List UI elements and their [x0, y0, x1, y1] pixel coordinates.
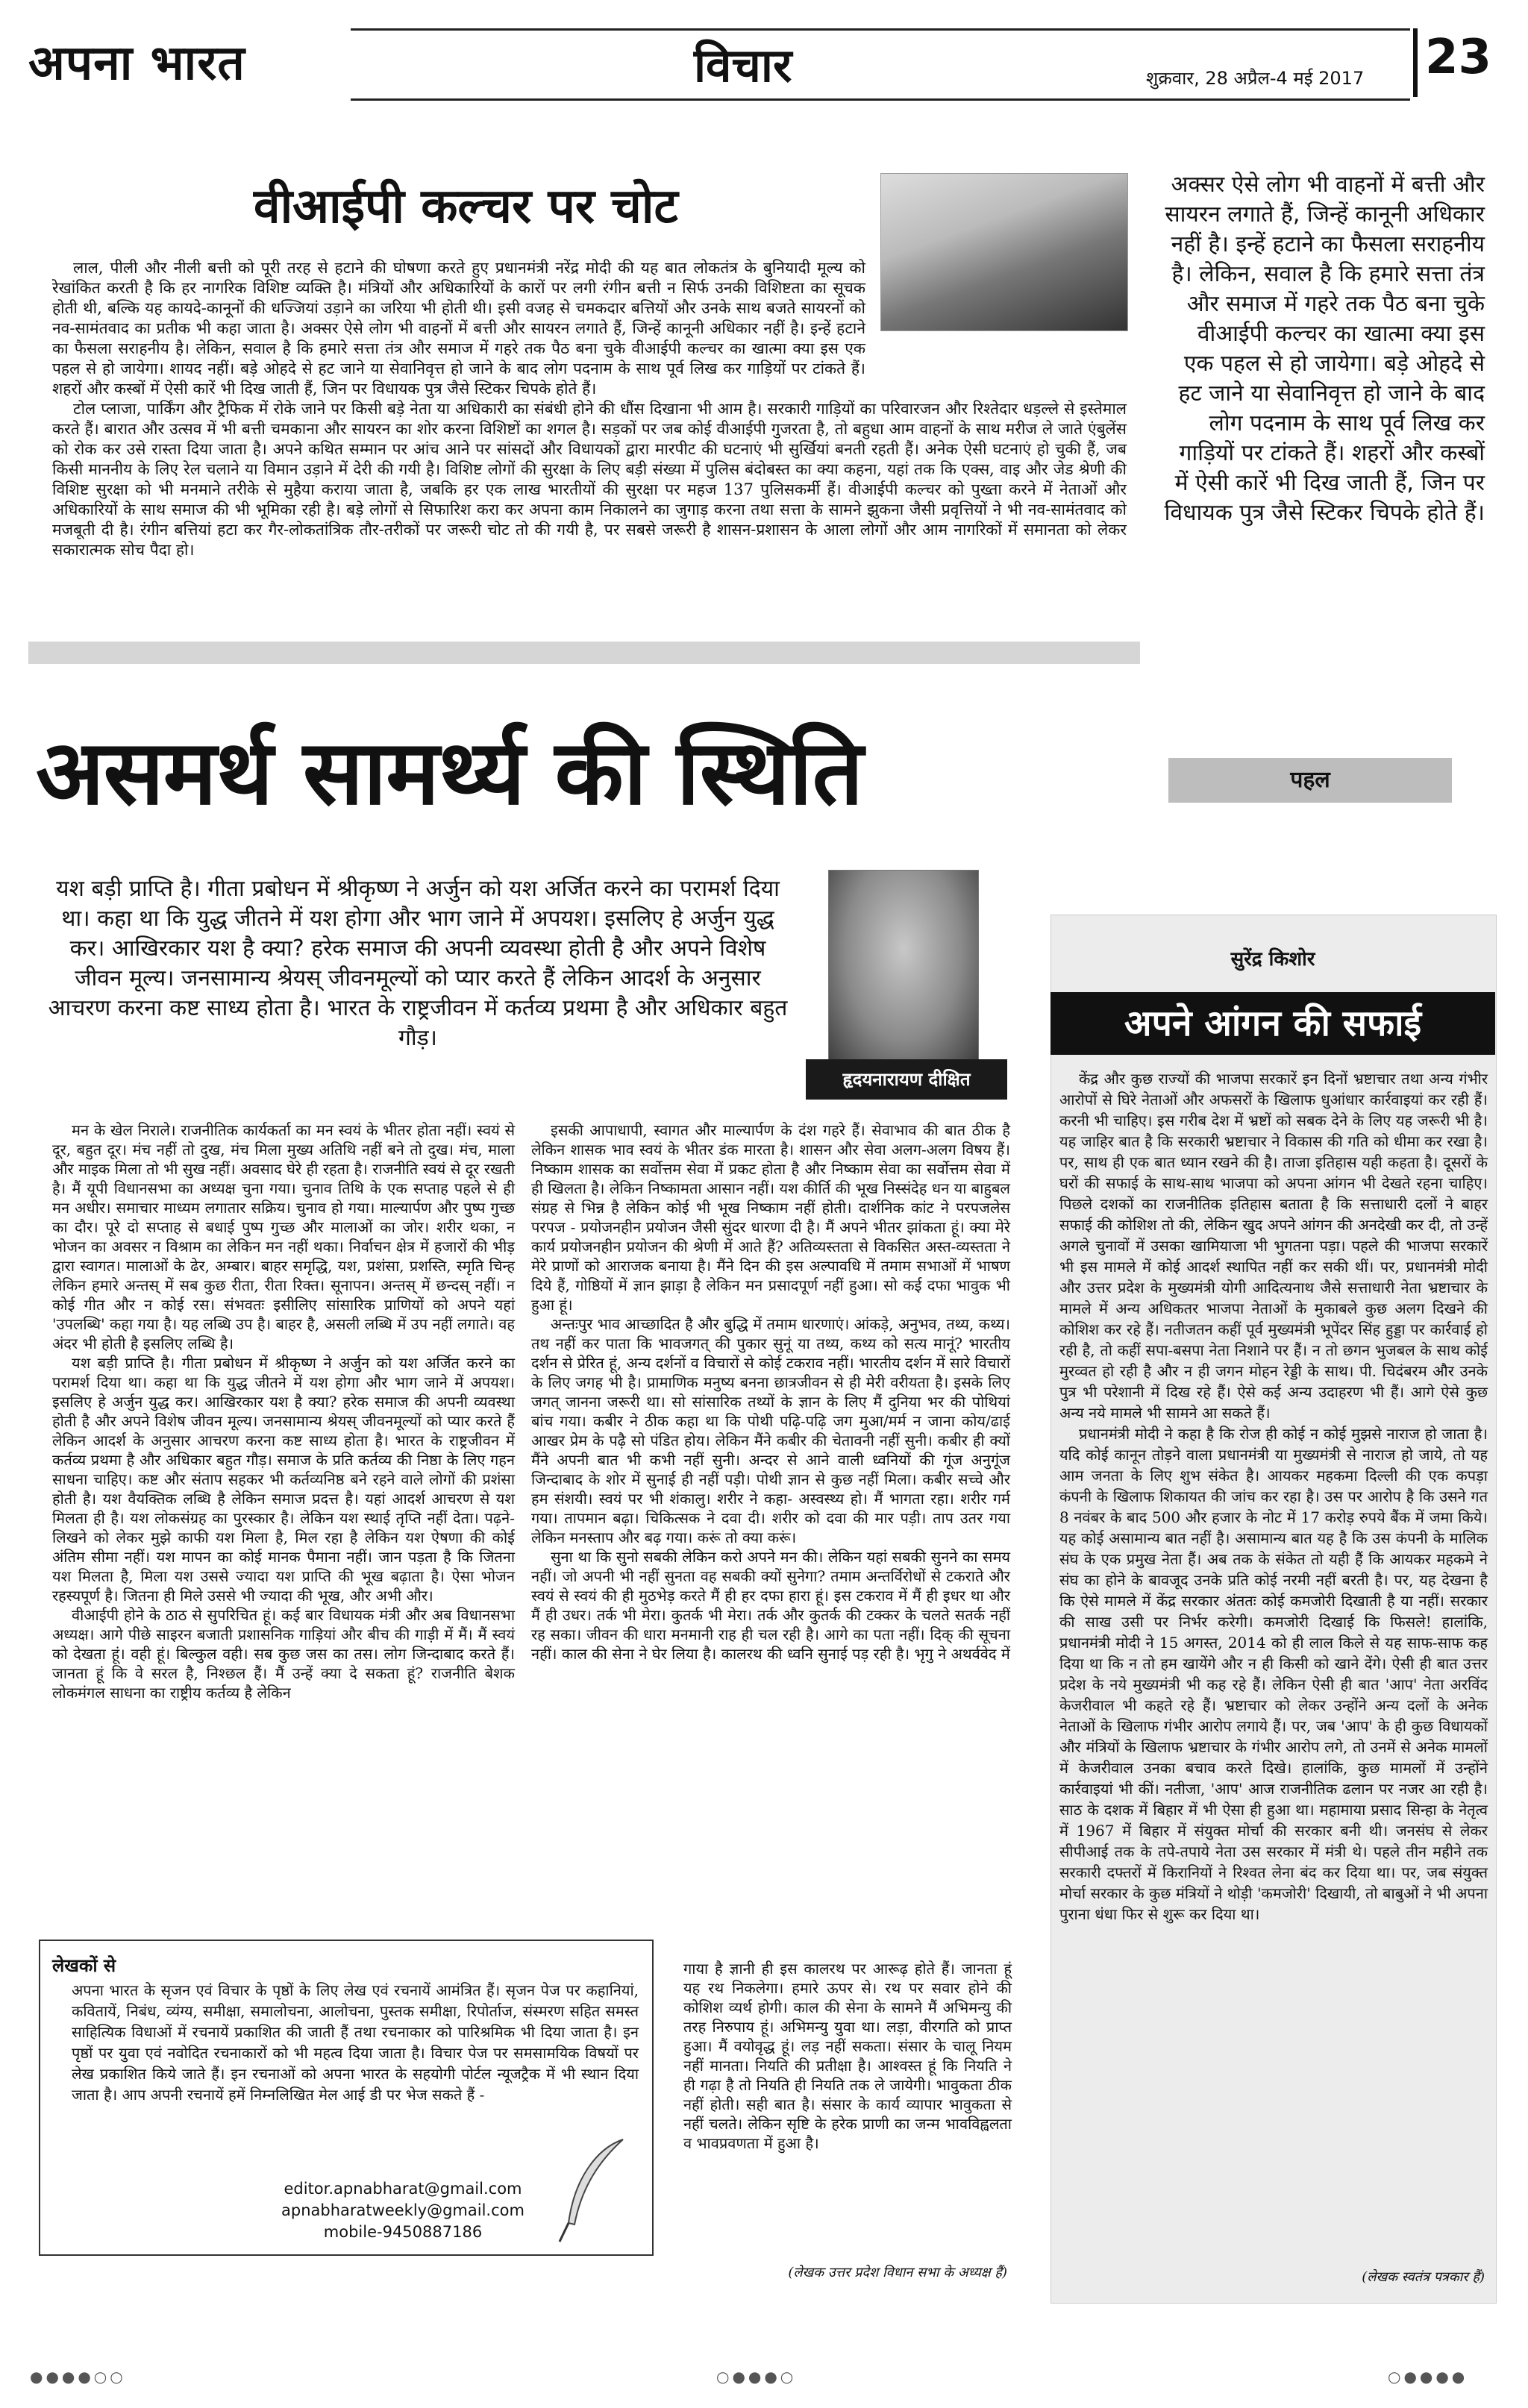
article2-column-2 [531, 1120, 1010, 1664]
section-separator-bar [28, 642, 1140, 664]
side-article-headline: अपने आंगन की सफाई [1050, 992, 1495, 1055]
email-link-weekly[interactable]: apnabharatweekly@gmail.com [281, 2201, 525, 2219]
call-for-writers-heading: लेखकों से [52, 1954, 116, 1976]
side-article-author: सुरेंद्र किशोर [1230, 948, 1315, 971]
footer-dots-left: ●●●●○○ [30, 2368, 126, 2386]
side-article-author-note: (लेखक स्वतंत्र पत्रकार हैं) [1362, 2269, 1485, 2285]
column-tag: पहल [1168, 758, 1452, 803]
author-photo [828, 870, 979, 1067]
footer-dots-right: ○●●●● [1388, 2368, 1468, 2386]
side-article-body [1059, 1068, 1488, 1925]
section-title: विचार [694, 38, 792, 93]
call-for-writers-text [72, 1980, 639, 2105]
contact-info [269, 2178, 537, 2243]
side-article-paragraph: प्रधानमंत्री मोदी ने कहा है कि रोज ही कोई न कोई मुझसे नाराज हो जाता है। यदि कोई कानून तोड़ने वाला प्रधानमंत्री या मुख्यमंत्री से नाराज हो जाये, तो यह आम जनता के लिए शुभ संकेत है। आयकर महकमा दिल्ली की एक कपड़ा कंपनी के खिलाफ शिकायत की जांच कर रहा है। उस पर आरोप है कि उसने गत 8 नवंबर के बाद 500 और हजार के नोट में 17 करोड़ रुपये बैंक में जमा किये। यह कोई असामान्य बात नहीं है। असामान्य बात यह है कि उस कंपनी के मालिक संघ के एक प्रमुख नेता हैं। अब तक के संकेत तो यही हैं कि आयकर महकमे ने संघ का होने के बावजूद उनके प्रति कोई नरमी नहीं बरती है। पर, यह देखना है कि ऐसे मामले में केंद्र सरकार अंततः कोई कमजोरी दिखाती है या नहीं। सरकार की साख उसी पर निर्भर करेगी। कमजोरी दिखाई कि फिसले! हालांकि, प्रधानमंत्री मोदी ने 15 अगस्त, 2014 को ही लाल किले से यह साफ-साफ कह दिया था कि न तो हम खायेंगे और न ही किसी को खाने देंगे। ऐसी ही बात उत्तर प्रदेश के नये मुख्यमंत्री भी कह रहे हैं। लेकिन ऐसी ही बात 'आप' नेता अरविंद केजरीवाल भी कहते रहे हैं। भ्रष्टाचार को लेकर उन्होंने अन्य दलों के अनेक नेताओं के खिलाफ गंभीर आरोप लगाये हैं। पर, जब 'आप' के ही कुछ विधायकों और मंत्रियों के खिलाफ भ्रष्टाचार के गंभीर आरोप लगे, तो उनमें से अनेक मामलों में केजरीवाल उनका बचाव करते दिखे। हालांकि, कुछ मामलों में उन्होंने कार्रवाइयां भी कीं। नतीजा, 'आप' आज राजनीतिक ढलान पर नजर आ रही है। साठ के दशक में बिहार में भी ऐसा ही हुआ था। महामाया प्रसाद सिन्हा के नेतृत्व में 1967 में बिहार में संयुक्त मोर्चा की सरकार बनी थी। जनसंघ से लेकर सीपीआई तक के तपे-तपाये नेता उस सरकार में मंत्री थे। पहले तीन महीने तक सरकारी दफ्तरों में किरानियों ने रिश्वत लेना बंद कर दिया था। पर, जब संयुक्त मोर्चा सरकार के कुछ मंत्रियों ने थोड़ी 'कमजोरी' दिखायी, तो बाबुओं ने भी अपना पुराना धंधा फिर से शुरू कर दिया था। [1059, 1425, 1488, 1923]
article2-paragraph: यश बड़ी प्राप्ति है। गीता प्रबोधन में श्रीकृष्ण ने अर्जुन को यश अर्जित करने का परामर्श दिया था। कहा था कि युद्ध जीतने में यश होगा और भाग जाने में अपयश। इसलिए हे अर्जुन युद्ध कर। आखिरकार यश है क्या? हरेक समाज की अपनी व्यवस्था होती है और अपने विशेष जीवन मूल्य। जनसामान्य श्रेयस् जीवनमूल्यों को प्यार करते हैं लेकिन आदर्श के अनुसार आचरण करना कष्ट साध्य होता है। भारत के राष्ट्रजीवन में कर्तव्य प्रथमा है और अधिकार बहुत गौड़। समाज के प्रति कर्तव्य की निष्ठा के लिए गहन साधना चाहिए। कष्ट और संताप सहकर भी कर्तव्यनिष्ठ बने रहने वाले लोगों की प्रशंसा होती है। यश वैयक्तिक लब्धि है लेकिन समाज प्रदत्त है। यहां आदर्श आचरण से यश मिलता ही है। यश लोकसंग्रह का पुरस्कार है। लेकिन यश स्थाई तृप्ति नहीं देता। पढ़ने-लिखने को लेकर मुझे काफी यश मिला है, मिल रहा है लेकिन यश ऐषणा की कोई अंतिम सीमा नहीं। यश मापन का कोई मानक पैमाना नहीं। जान पड़ता है कि जितना यश मिलता है, मिला यश उससे ज्यादा यश प्राप्ति की भूख बढ़ाता है। ऐसा भोजन रहस्यपूर्ण है। जितना ही मिले उससे भी ज्यादा की भूख, और अभी और। [52, 1354, 515, 1605]
article1-headline: वीआईपी कल्चर पर चोट [254, 179, 678, 234]
article1-body [52, 258, 1127, 560]
article2-paragraph: वीआईपी होने के ठाठ से सुपरिचित हूं। कई बार विधायक मंत्री और अब विधानसभा अध्यक्ष। आगे पीछे साइरन बजाती प्रशासनिक गाड़ियां और बीच की गाड़ी में मैं। मैं स्वयं को देखता हूं। वही हूं। बिल्कुल वही। सब कुछ जस का तस। लोग जिन्दाबाद करते हैं। जानता हूं कि वे सरल है, निश्छल हैं। मैं उन्हें क्या दे सकता हूं? राजनीति बेशक लोकमंगल साधना का राष्ट्रीय कर्तव्य है लेकिन [52, 1606, 515, 1702]
mobile-number: mobile-9450887186 [323, 2223, 483, 2241]
article2-author-note: (लेखक उत्तर प्रदेश विधान सभा के अध्यक्ष हैं) [788, 2265, 1007, 2280]
email-link-editor[interactable]: editor.apnabharat@gmail.com [284, 2180, 522, 2198]
page-number: 23 [1425, 30, 1492, 85]
header-rule-top [351, 28, 1410, 31]
article2-paragraph: अन्तःपुर भाव आच्छादित है और बुद्धि में तमाम धारणाएं। आंकड़े, अनुभव, तथ्य, कथ्य। तथ नहीं कर पाता कि भावजगत् की पुकार सुनूं या तथ्य, कथ्य को सत्य मानूं? भारतीय दर्शन से प्रेरित हूं, अन्य दर्शनों व विचारों से कोई टकराव नहीं। भारतीय दर्शन में सारे विचारों के लिए जगह भी है। प्रामाणिक मनुष्य बनना छात्रजीवन से ही मेरी वरीयता है। इसके लिए जगत् जानना जरूरी था। सो सांसारिक तथ्यों के ज्ञान के लिए मैं दुनिया भर की पोथियां बांच गया। कबीर ने ठीक कहा था कि पोथी पढ़ि-पढ़ि जग मुआ/मर्म न जाना कोय/ढाई आखर प्रेम के पढ़ै सो पंडित होय। लेकिन मैंने कबीर की चेतावनी नहीं सुनी। कबीर ही क्यों मैंने अपनी बात भी कभी नहीं सुनी। अन्दर से आने वाली ध्वनियों की गूंज अनुगूंज जिन्दाबाद के शोर में सुनाई ही नहीं पड़ी। पोथी ज्ञान से कुछ नहीं मिला। कबीर सच्चे और हम संशयी। स्वयं पर भी शंकालु। शरीर ने कहा- अस्वस्थ्य हो। मैं भागता रहा। शरीर गर्म गया। तापमान बढ़ा। चिकित्सक ने दवा दी। शरीर को दवा की मार पड़ी। ताप उतर गया लेकिन मनस्ताप और बढ़ गया। करूं तो क्या करूं। [531, 1315, 1010, 1546]
header-rule-bottom [351, 98, 1410, 101]
article2-column-1 [52, 1120, 515, 1702]
issue-date: शुक्रवार, 28 अप्रैल-4 मई 2017 [1146, 68, 1365, 89]
article2-intro: यश बड़ी प्राप्ति है। गीता प्रबोधन में श्रीकृष्ण ने अर्जुन को यश अर्जित करने का परामर्श दिया था। कहा था कि युद्ध जीतने में यश होगा और भाग जाने में अपयश। इसलिए हे अर्जुन युद्ध कर। आखिरकार यश है क्या? हरेक समाज की अपनी व्यवस्था होती है और अपने विशेष जीवन मूल्य। जनसामान्य श्रेयस् जीवनमूल्यों को प्यार करते हैं लेकिन आदर्श के अनुसार आचरण करना कष्ट साध्य होता है। भारत के राष्ट्रजीवन में कर्तव्य प्रथमा है और अधिकार बहुत गौड़। [48, 876, 788, 1051]
header-divider [1413, 28, 1418, 97]
quill-pen-icon [552, 2133, 634, 2245]
article1-pull-quote: अक्सर ऐसे लोग भी वाहनों में बत्ती और सायरन लगाते हैं, जिन्हें कानूनी अधिकार नहीं है। इन्हें हटाने का फैसला सराहनीय है। लेकिन, सवाल है कि हमारे सत्ता तंत्र और समाज में गहरे तक पैठ बना चुके वीआईपी कल्चर का खात्मा क्या इस एक पहल से हो जायेगा। बड़े ओहदे से हट जाने या सेवानिवृत्त हो जाने के बाद लोग पदनाम के साथ पूर्व लिख कर गाड़ियों पर टांकते हैं। शहरों और कस्बों में ऐसी कारें भी दिख जाती हैं, जिन पर विधायक पुत्र जैसे स्टिकर चिपके होते हैं। [1164, 172, 1485, 526]
article2-column-2-continued: गाया है ज्ञानी ही इस कालरथ पर आरूढ़ होते हैं। जानता हूं यह रथ निकलेगा। हमारे ऊपर से। रथ पर सवार होने की कोशिश व्यर्थ होगी। काल की सेना के सामने मैं अभिमन्यु की तरह निरुपाय हूं। अभिमन्यु युवा था। लड़ा, वीरगति को प्राप्त हुआ। मैं वयोवृद्ध हूं। लड़ नहीं सकता। संसार के चालू नियम नहीं मानता। नियति की प्रतीक्षा है। आश्वस्त हूं कि नियति ने ही गढ़ा है तो नियति ही नियति तक ले जायेगी। भावुकता ठीक नहीं होती। सही बात है। संसार के कार्य व्यापार भावुकता से नहीं चलते। लेकिन सृष्टि के हरेक प्राणी का जन्म भावविह्वलता व भावप्रवणता में हुआ है। [683, 1960, 1012, 2152]
article2-headline: असमर्थ सामर्थ्य की स्थिति [36, 721, 863, 825]
article2-paragraph: सुना था कि सुनो सबकी लेकिन करो अपने मन की। लेकिन यहां सबकी सुनने का समय नहीं। जो अपनी भी नहीं सुनता वह सबकी क्यों सुनेगा? तमाम अन्तर्विरोधों से टकराते और स्वयं से स्वयं की ही मुठभेड़ करते मैं ही हर दफा हारा हूं। इस टकराव में मैं ही इधर था और मैं ही उधर। तर्क भी मेरा। कुतर्क भी मेरा। तर्क और कुतर्क की टक्कर के चलते सतर्क नहीं रह सका। जीवन की धारा मनमानी राह ही चल रही है। आगे का पता नहीं। दिक् की सूचना नहीं। काल की सेना ने घेर लिया है। कालरथ की ध्वनि सुनाई पड़ रही है। भृगु ने अथर्ववेद में [531, 1548, 1010, 1663]
article1-paragraph: टोल प्लाजा, पार्किंग और ट्रैफिक में रोके जाने पर किसी बड़े नेता या अधिकारी का संबंधी होने की धौंस दिखाना भी आम है। सरकारी गाड़ियों का परिवारजन और रिश्तेदार धड़ल्ले से इस्तेमाल करते हैं। बारात और उत्सव में भी बत्ती चमकाना और सायरन का शोर करना विशिष्टों का शगल है। सड़कों पर जब कोई वीआईपी गुजरता है, तो बहुधा आम वाहनों के साथ मरीज ले जाते एंबुलेंस को रोक कर उसे रास्ता दिया जाता है। अपने कथित सम्मान पर आंच आने पर सांसदों और विधायकों द्वारा मारपीट की घटनाएं भी सुर्खियां बनती रहती हैं। अनेक ऐसी घटनाएं हो चुकी हैं, जब किसी माननीय के लिए रेल चलाने या विमान उड़ाने में देरी की गयी है। विशिष्ट लोगों की सुरक्षा के लिए बड़ी संख्या में पुलिस बंदोबस्त का क्या कहना, यहां तक कि एक्स, वाइ और जेड श्रेणी की विशिष्ट सुरक्षा को भी मनमाने तरीके से मुहैया कराया जाता है, जबकि हर एक लाख भारतीयों की सुरक्षा पर महज 137 पुलिसकर्मी हैं। वीआईपी कल्चर को पुख्ता करने में नेताओं और अधिकारियों के साथ समाज की भी भूमिका रही है। बड़े लोगों से सिफारिश करा कर अपना काम निकालने का जुगाड़ करना तथा सत्ता के सामने झुकना जैसी प्रवृत्तियों ने भी नव-सामंतवाद को मजबूती दी है। रंगीन बत्तियां हटा कर गैर-लोकतांत्रिक तौर-तरीकों पर जरूरी चोट तो की गयी है, पर सबसे जरूरी है शासन-प्रशासन के आला लोगों और आम नागरिकों में समानता को लेकर सकारात्मक सोच पैदा हो। [52, 400, 1127, 559]
article2-byline: हृदयनारायण दीक्षित [806, 1059, 1007, 1100]
call-for-writers-paragraph: अपना भारत के सृजन एवं विचार के पृष्ठों के लिए लेख एवं रचनायें आमंत्रित हैं। सृजन पेज पर कहानियां, कवितायें, निबंध, व्यंग्य, समीक्षा, समालोचना, आलोचना, पुस्तक समीक्षा, रिपोर्ताज, संस्मरण सहित समस्त साहित्यिक विधाओं में रचनायें प्रकाशित की जाती हैं तथा रचनाकार को पारिश्रमिक भी दिया जाता है। इन पृष्ठों पर युवा एवं नवोदित रचनाकारों को भी महत्व दिया जाता है। विचार पेज पर समसामयिक विषयों पर लेख प्रकाशित किये जाते हैं। इन रचनाओं को अपना भारत के सहयोगी पोर्टल न्यूजट्रैक में भी स्थान दिया जाता है। आप अपनी रचनायें हमें निम्नलिखित मेल आई डी पर भेज सकते हैं - [72, 1981, 639, 2104]
article2-paragraph: इसकी आपाधापी, स्वागत और माल्यार्पण के दंश गहरे हैं। सेवाभाव की बात ठीक है लेकिन शासक भाव स्वयं के भीतर डंक मारता है। शासन और सेवा अलग-अलग विषय हैं। निष्काम शासक का सर्वोत्तम सेवा में प्रकट होता है और निष्काम सेवा का सर्वोत्तम सेवा में ही खिलता है। लेकिन निष्कामता आसान नहीं। यश कीर्ति की भूख निस्संदेह धन या बाहुबल संग्रह से भिन्न है लेकिन कोई भी भूख निष्काम नहीं होती। दार्शनिक कांट ने परपजलेस परपज - प्रयोजनहीन प्रयोजन जैसी सुंदर धारणा दी है। मैं अपने भीतर झांकता हूं। क्या मेरे कार्य प्रयोजनहीन प्रयोजन की श्रेणी में आते हैं? अतिव्यस्तता से विकसित अस्त-व्यस्तता ने मेरे प्राणों को आराजक बनाया है। मैंने दिन की इस अल्पावधि में तमाम सभाओं में भाषण दिये हैं, गोष्ठियों में ज्ञान झाड़ा है लेकिन मन प्रसादपूर्ण नहीं हुआ। सो कई दफा भावुक भी हुआ हूं। [531, 1121, 1010, 1314]
side-article-paragraph: केंद्र और कुछ राज्यों की भाजपा सरकारें इन दिनों भ्रष्टाचार तथा अन्य गंभीर आरोपों से घिरे नेताओं और अफसरों के खिलाफ धुआंधार कार्रवाइयां कर रही हैं। करनी भी चाहिए। इस गरीब देश में भ्रष्टों को सबक देने के लिए यह जरूरी भी है। यह जाहिर बात है कि सरकारी भ्रष्टाचार ने विकास की गति को धीमा कर रखा है। पर, साथ ही एक बात ध्यान रखने की है। ताजा इतिहास यही कहता है। दूसरों के घरों की सफाई के साथ-साथ भाजपा को अपना आंगन भी देखते रहना चाहिए। पिछले दशकों का राजनीतिक इतिहास बताता है कि सत्ताधारी दलों ने बाहर सफाई की कोशिश तो की, लेकिन खुद अपने आंगन की अनदेखी कर दी, तो उन्हें अगले चुनावों में उसका खामियाजा भी भुगतना पड़ा। पहले की भाजपा सरकारें भी इस मामले में कोई आदर्श स्थापित नहीं कर सकी थीं। पर, प्रधानमंत्री मोदी और उत्तर प्रदेश के मुख्यमंत्री योगी आदित्यनाथ जैसे सत्ताधारी नेता भ्रष्टाचार के मामले में अन्य अधिकतर भाजपा नेताओं के मुकाबले कुछ अलग दिखने की कोशिश कर रहे हैं। नतीजतन कहीं पूर्व मुख्यमंत्री भूपेंदर सिंह हुड्डा पर कार्रवाई हो रही है, तो कहीं सपा-बसपा नेता निशाने पर हैं। न तो छगन भुजबल के साथ कोई मुरव्वत हो रही है और न ही जगन मोहन रेड्डी के साथ। पी. चिदंबरम और उनके पुत्र भी परेशानी में दिख रहे हैं। ऐसे कई अन्य उदाहरण भी हैं। आगे ऐसे कुछ अन्य नये मामले भी सामने आ सकते हैं। [1059, 1070, 1488, 1422]
article2-paragraph: मन के खेल निराले। राजनीतिक कार्यकर्ता का मन स्वयं के भीतर होता नहीं। स्वयं से दूर, बहुत दूर। मंच नहीं तो दुख, मंच मिला मुख्य अतिथि नहीं बने तो दुख। मंच, माला और माइक मिला तो भी सुख नहीं। अवसाद घेरे ही रहता है। राजनीति स्वयं से दूर रखती है। मैं यूपी विधानसभा का अध्यक्ष चुना गया। चुनाव तिथि के एक सप्ताह पहले से ही मन अधीर। समाचार माध्यम लगातार सक्रिय। चुनाव हो गया। माल्यार्पण और पुष्प गुच्छ का दौर। पूरे दो सप्ताह से बधाई पुष्प गुच्छ और मालाओं का जोर। शरीर थका, न भोजन का अवसर न विश्राम का लेकिन मन नहीं थका। निर्वाचन क्षेत्र में हजारों की भीड़ द्वारा स्वागत। मालाओं के ढेर, अम्बार। बाहर समृद्धि, यश, प्रशंसा, प्रशस्ति, स्मृति चिन्ह लेकिन हमारे अन्तस् में सब कुछ रीता, रीता रिक्त। सूनापन। अन्तस् में छन्दस् नहीं। न कोई गीत और न कोई रस। संभवतः इसीलिए सांसारिक प्राणियों को अपने यहां 'उपलब्धि' कहा गया है। यह लब्धि उप है। बाहर है, असली लब्धि में उप नहीं लगाते। वह अंदर भी होती है इसलिए लब्धि है। [52, 1121, 515, 1352]
footer-dots-center: ○●●●○ [716, 2368, 797, 2386]
masthead-title: अपना भारत [28, 35, 245, 91]
article1-paragraph: लाल, पीली और नीली बत्ती को पूरी तरह से हटाने की घोषणा करते हुए प्रधानमंत्री नरेंद्र मोदी की यह बात लोकतंत्र के बुनियादी मूल्य को रेखांकित करती है कि हर नागरिक विशिष्ट व्यक्ति है। मंत्रियों और अधिकारियों के कारों पर लगी रंगीन बत्ती न सिर्फ उनकी विशिष्टता का सूचक होती थी, बल्कि यह कायदे-कानूनों की धज्जियां उड़ाने का जरिया भी होती थी। इसी वजह से चमकदार बत्तियों और उनके साथ बजते सायरनों को नव-सामंतवाद का प्रतीक भी कहा जाता है। अक्सर ऐसे लोग भी वाहनों में बत्ती और सायरन लगाते हैं, जिन्हें कानूनी अधिकार नहीं है। इन्हें हटाने का फैसला सराहनीय है। लेकिन, सवाल है कि हमारे सत्ता तंत्र और समाज में गहरे तक पैठ बना चुके वीआईपी कल्चर का खात्मा क्या इस एक पहल से हो जायेगा। शायद नहीं। बड़े ओहदे से हट जाने या सेवानिवृत्त हो जाने के बाद लोग पदनाम के साथ पूर्व लिख कर गाड़ियों पर टांकते हैं। शहरों और कस्बों में ऐसी कारें भी दिख जाती हैं, जिन पर विधायक पुत्र जैसे स्टिकर चिपके होते हैं। [52, 259, 865, 398]
